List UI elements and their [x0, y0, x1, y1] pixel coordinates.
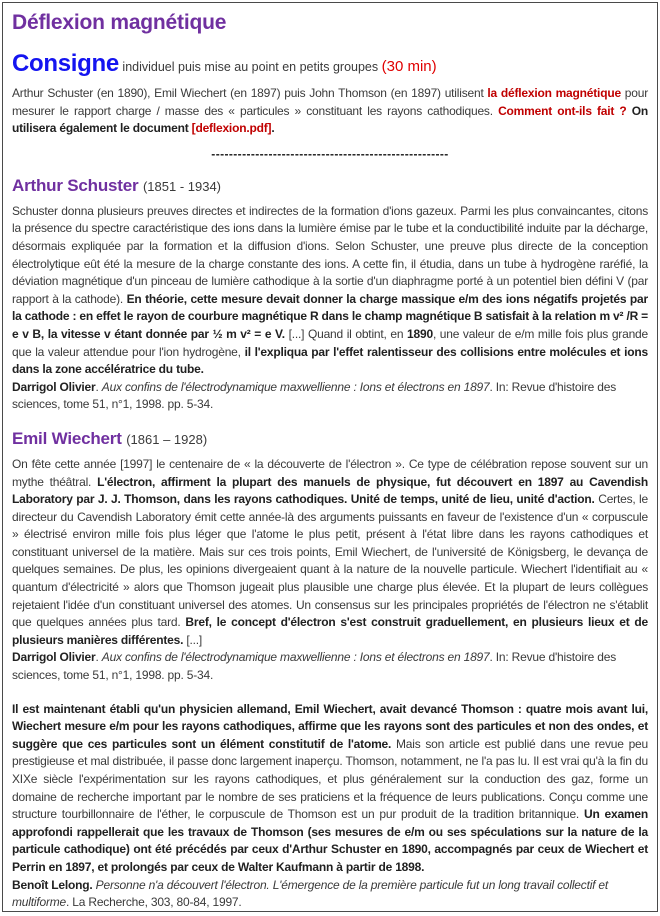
text-run-bold: .	[271, 121, 275, 136]
highlight-red: la déflexion magnétique	[487, 86, 621, 100]
wiechert-citation	[12, 649, 648, 684]
text-run: , une valeur de e/m mille fois plus grande que la valeur attendue pour l'ion hydrogène,	[12, 326, 648, 359]
lifespan-dates: (1861 – 1928)	[126, 431, 208, 447]
text-run: . In: Revue d'histoire des sciences, tome 51, n°1, 1998. pp. 5-34.	[12, 650, 617, 683]
schuster-paragraph	[12, 203, 648, 379]
text-run-bold: L'électron, affirment la plupart des manuels de physique, fut découvert en 1897 au Cavendish Laboratory par J. J. Thomson, dans les rayons cathodiques. Unité de temps, unité de lieu, unité d'action.	[12, 474, 648, 507]
document-page	[2, 2, 658, 912]
page-title: Déflexion magnétique	[12, 11, 227, 34]
text-run: .	[95, 650, 102, 665]
lelong-citation	[12, 877, 648, 912]
text-run-bold: 1890	[407, 326, 433, 341]
separator: ------------------------------------------------------	[211, 146, 449, 161]
text-run: Mais son article est publié dans une revue peu prestigieuse et mal distribuée, il passe donc largement inaperçu. Thomson, notamment, ne l'a pas lu. Il est vrai qu'à la fin du XIXe siècle l'expérimentation sur les rayons cathodiques, et plus généralement sur la conduction des gaz, forme un domaine de recherche important par le nombre de ses praticiens et la fréquence de leurs publications. Conçu comme une structure tourbillonnaire de l'éther, le corpuscule de Thomson est un pur produit de la tradition britannique.	[12, 736, 648, 822]
document-reference: [deflexion.pdf]	[191, 121, 272, 136]
lifespan-dates: (1851 - 1934)	[142, 178, 222, 194]
work-title: Aux confins de l'électrodynamique maxwellienne : Ions et électrons en 1897	[101, 650, 490, 665]
consigne-subtitle: individuel puis mise au point en petits groupes	[118, 60, 382, 74]
text-run: Certes, le directeur du Cavendish Laboratory émit cette année-là des arguments puissants en faveur de l'existence d'un « corpuscule » électrisé environ mille fois plus léger que l'atome le plus petit, présent à l'état libre dans les rayons cathodiques et constituant universel de la matière. Mais sur ces trois points, Emil Wiechert, de l'université de Königsberg, le devança de quelques semaines. De plus, les opinions divergeaient quant à la nature de la nouvelle particule. Wiechert l'identifiait au « quantum d'électricité » alors que Thomson jugeait plus plausible une charge plus élevée. Et la plupart de leurs collègues rejetaient l'idée d'un constituant universel des atomes. Un consensus sur les principales propriétés de l'électron ne s'établit que quelques années plus tard.	[12, 492, 648, 630]
text-run: pour mesurer le rapport charge / masse des « particules » constituant les rayons cathodiques.	[12, 86, 648, 118]
lelong-paragraph	[12, 701, 648, 877]
schuster-citation	[12, 379, 648, 414]
work-title: Personne n'a découvert l'électron. L'émergence de la première particule fut un long travail collectif et multiforme	[12, 877, 609, 910]
text-run: On fête cette année [1997] le centenaire de « la découverte de l'électron ». Ce type de célébration repose souvent sur un mythe théâtral.	[12, 456, 648, 489]
text-run-bold: il l'expliqua par l'effet ralentisseur des collisions entre molécules et ions dans la zone accélératrice du tube.	[12, 344, 648, 377]
author-name: Darrigol Olivier	[12, 650, 96, 665]
section-heading-wiechert	[12, 429, 648, 449]
text-run-bold: En théorie, cette mesure devait donner la charge massique e/m des ions négatifs projetés par la cathode : en effet le rayon de courbure magnétique R dans le champ magnétique B satisfait à la relation m v² /R = e v B, la vitesse v étant donnée par ½ m v² = e V.	[12, 291, 649, 341]
consigne-line	[12, 51, 648, 80]
intro-paragraph	[12, 85, 648, 138]
text-run-bold: Un examen approfondi rappellerait que les travaux de Thomson (ses mesures de e/m ou ses spéculations sur la nature de la particule cathodique) ont été précédés par ceux d'Arthur Schuster en 1890, accompagnés par ceux de Wiechert et Perrin en 1897, et prolongés par ceux de Walter Kaufmann à partir de 1898.	[12, 807, 648, 874]
wiechert-paragraph	[12, 456, 648, 650]
text-run-bold: Bref, le concept d'électron s'est construit graduellement, en plusieurs lieux et de plusieurs manières différentes.	[12, 615, 648, 647]
text-run: . La Recherche, 303, 80-84, 1997.	[66, 895, 242, 910]
section-heading-schuster	[12, 176, 648, 196]
section-title: Emil Wiechert	[12, 428, 122, 448]
text-run: [...] Quand il obtint, en	[284, 326, 408, 341]
work-title: Aux confins de l'électrodynamique maxwellienne : Ions et électrons en 1897	[101, 379, 490, 394]
duration-badge: (30 min)	[381, 58, 437, 75]
text-run: .	[95, 379, 102, 394]
author-name: Benoît Lelong.	[12, 877, 93, 892]
author-name: Darrigol Olivier	[12, 379, 96, 394]
section-spacer	[12, 685, 648, 701]
text-run: [...]	[183, 632, 203, 647]
text-run: Arthur Schuster (en 1890), Emil Wiechert (en 1897) puis John Thomson (en 1897) utilisent	[12, 86, 488, 100]
highlight-red: Comment ont-ils fait ?	[498, 103, 632, 118]
text-run: Schuster donna plusieurs preuves directes et indirectes de la formation d'ions gazeux. Parmi les plus convaincantes, citons la présence du spectre caractéristique des ions dans la lumière émise par le tube et la conductibilité induite par la décharge, désormais expliquée par la formation et la diffusion d'ions. Selon Schuster, une preuve plus directe de la conception électrolytique eût été la mesure de la charge constante des ions. A cette fin, il étudia, dans un tube à hydrogène raréfié, la déviation magnétique d'un pinceau de lumière cathodique à la sortie d'un diaphragme porté à un potentiel bien défini V (par rapport à la cathode).	[12, 203, 648, 306]
text-run-bold: Il est maintenant établi qu'un physicien allemand, Emil Wiechert, avait devancé Thomson : quatre mois avant lui, Wiechert mesure e/m pour les rayons cathodiques, affirme que les rayons sont des particules et non des ondes, et suggère que ces particules sont un élément constitutif de l'atome.	[12, 701, 648, 751]
consigne-heading: Consigne	[12, 50, 119, 77]
text-run-bold: On utilisera également le document	[12, 103, 648, 136]
text-run: . In: Revue d'histoire des sciences, tome 51, n°1, 1998. pp. 5-34.	[12, 379, 617, 412]
section-title: Arthur Schuster	[12, 175, 139, 195]
